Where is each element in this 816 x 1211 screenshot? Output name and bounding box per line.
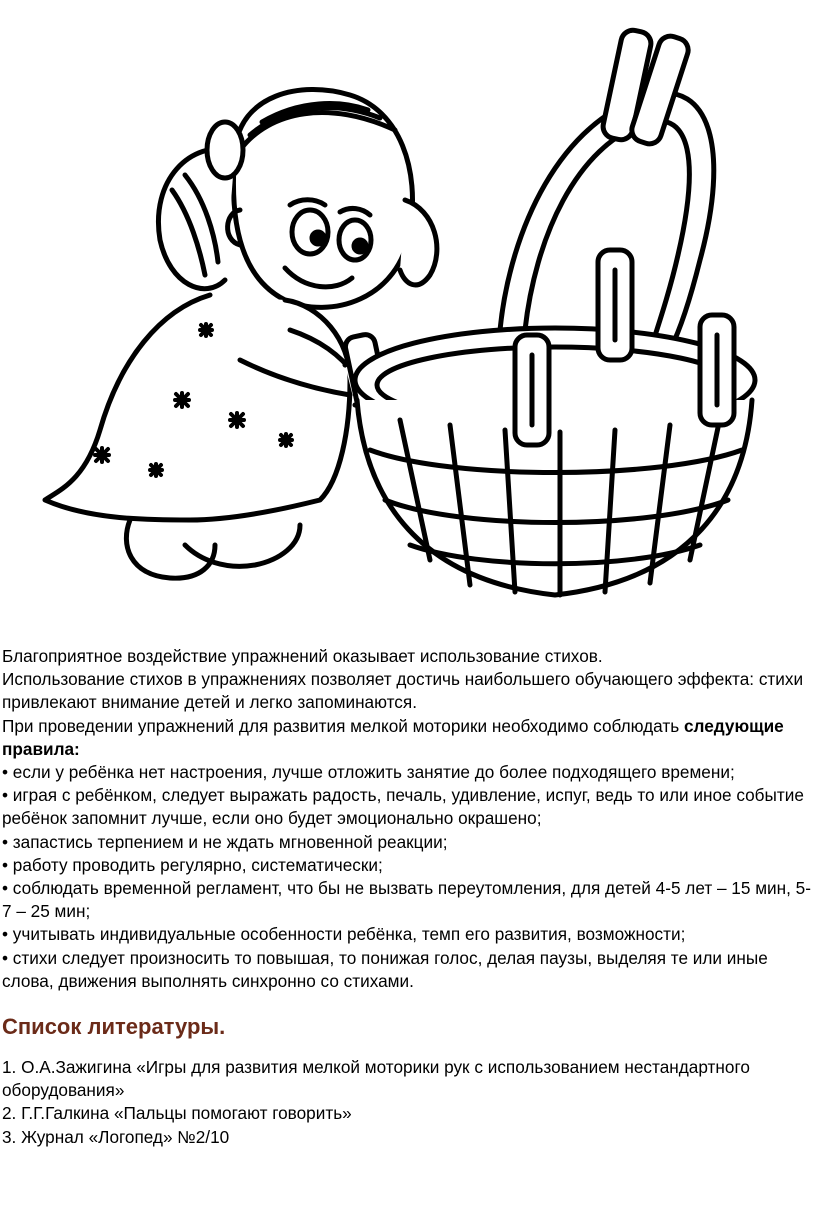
reference-item: 2. Г.Г.Галкина «Пальцы помогают говорить» [2,1103,352,1124]
rule-item: • играя с ребёнком, следует выражать радость, печаль, удивление, испуг, ведь то или иное событие ребёнок запомнит лучше, если оно будет эмоционально окрашено; [2,785,804,829]
rules-intro [2,715,812,761]
reference-item: 3. Журнал «Логопед» №2/10 [2,1126,230,1147]
rule-item: • если у ребёнка нет настроения, лучше отложить занятие до более подходящего времени; [2,762,735,783]
intro-line-1: Благоприятное воздействие упражнений оказывает использование стихов. [2,646,603,666]
references-list [2,1056,812,1149]
references-heading: Список литературы. [2,1014,226,1039]
intro-line-2: Использование стихов в упражнениях позволяет достичь наибольшего обучающего эффекта: стихи привлекают внимание детей и легко запоминаются. [2,669,804,713]
rules-bold: следующие правила: [2,715,784,759]
rule-item: • запастись терпением и не ждать мгновенной реакции; [2,831,448,852]
rule-item: • соблюдать временной регламент, что бы не вызвать переутомления, для детей 4-5 лет – 15 мин, 5-7 – 25 мин; [2,878,811,922]
rule-item: • учитывать индивидуальные особенности ребёнка, темп его развития, возможности; [2,924,686,945]
rule-item: • работу проводить регулярно, систематически; [2,854,383,875]
rules-lead: При проведении упражнений для развития мелкой моторики необходимо соблюдать [2,715,684,736]
reference-item: 1. О.А.Зажигина «Игры для развития мелкой моторики рук с использованием нестандартного оборудования» [2,1057,750,1101]
article-body [2,645,812,993]
rule-item: • стихи следует произносить то повышая, то понижая голос, делая паузы, выделяя те или иные слова, движения выполнять синхронно со стихами. [2,947,768,991]
